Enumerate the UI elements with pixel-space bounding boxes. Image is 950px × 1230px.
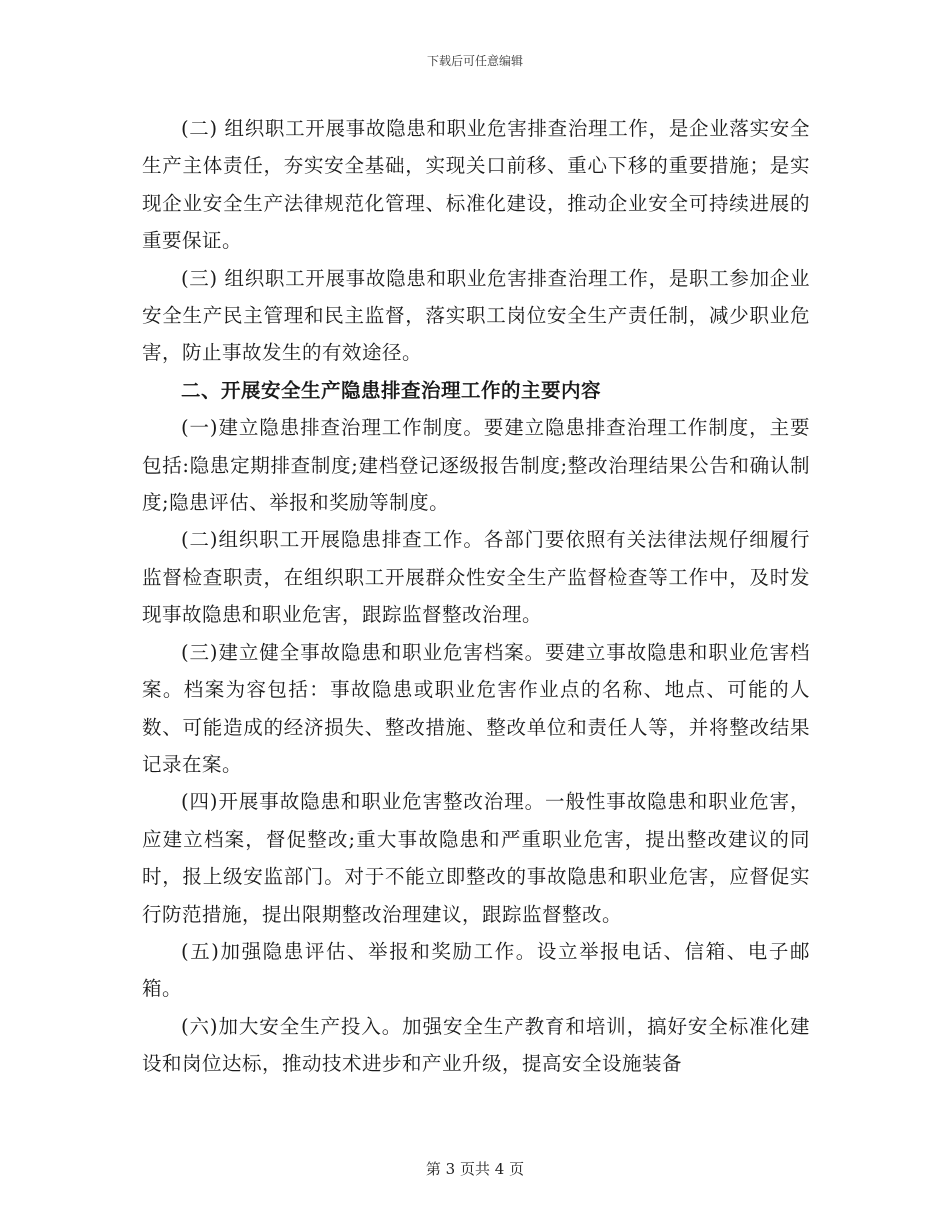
section-heading: 二、开展安全生产隐患排查治理工作的主要内容: [181, 378, 602, 402]
content-item-1: (一)建立隐患排查治理工作制度。要建立隐患排查治理工作制度，主要包括:隐患定期排查制度;建档登记逐级报告制度;整改治理结果公告和确认制度;隐患评估、举报和奖励等制度。: [142, 416, 810, 515]
paragraph-3: (三) 组织职工开展事故隐患和职业危害排查治理工作，是职工参加企业安全生产民主管理和民主监督，落实职工岗位安全生产责任制，减少职业危害，防止事故发生的有效途径。: [142, 266, 810, 365]
paragraph-2: (二) 组织职工开展事故隐患和职业危害排查治理工作，是企业落实安全生产主体责任，夯实安全基础，实现关口前移、重心下移的重要措施；是实现企业安全生产法律规范化管理、标准化建设，推动企业安全可持续进展的重要保证。: [142, 117, 810, 253]
content-item-4: (四)开展事故隐患和职业危害整改治理。一般性事故隐患和职业危害，应建立档案，督促整改;重大事故隐患和严重职业危害，提出整改建议的同时，报上级安监部门。对于不能立即整改的事故隐患和职业危害，应督促实行防范措施，提出限期整改治理建议，跟踪监督整改。: [142, 790, 810, 926]
page-header: 下载后可任意编辑: [426, 54, 523, 68]
content-item-2: (二)组织职工开展隐患排查工作。各部门要依照有关法律法规仔细履行监督检查职责，在组织职工开展群众性安全生产监督检查等工作中，及时发现事故隐患和职业危害，跟踪监督整改治理。: [142, 528, 810, 627]
document-body: [142, 110, 810, 1083]
content-item-6: (六)加大安全生产投入。加强安全生产教育和培训，搞好安全标准化建设和岗位达标，推动技术进步和产业升级，提高安全设施装备: [142, 1014, 810, 1076]
content-item-5: (五)加强隐患评估、举报和奖励工作。设立举报电话、信箱、电子邮箱。: [142, 939, 810, 1001]
page-footer: 第 3 页共 4 页: [425, 1160, 525, 1178]
content-item-3: (三)建立健全事故隐患和职业危害档案。要建立事故隐患和职业危害档案。档案为容包括：事故隐患或职业危害作业点的名称、地点、可能的人数、可能造成的经济损失、整改措施、整改单位和责任人等，并将整改结果记录在案。: [142, 640, 810, 776]
